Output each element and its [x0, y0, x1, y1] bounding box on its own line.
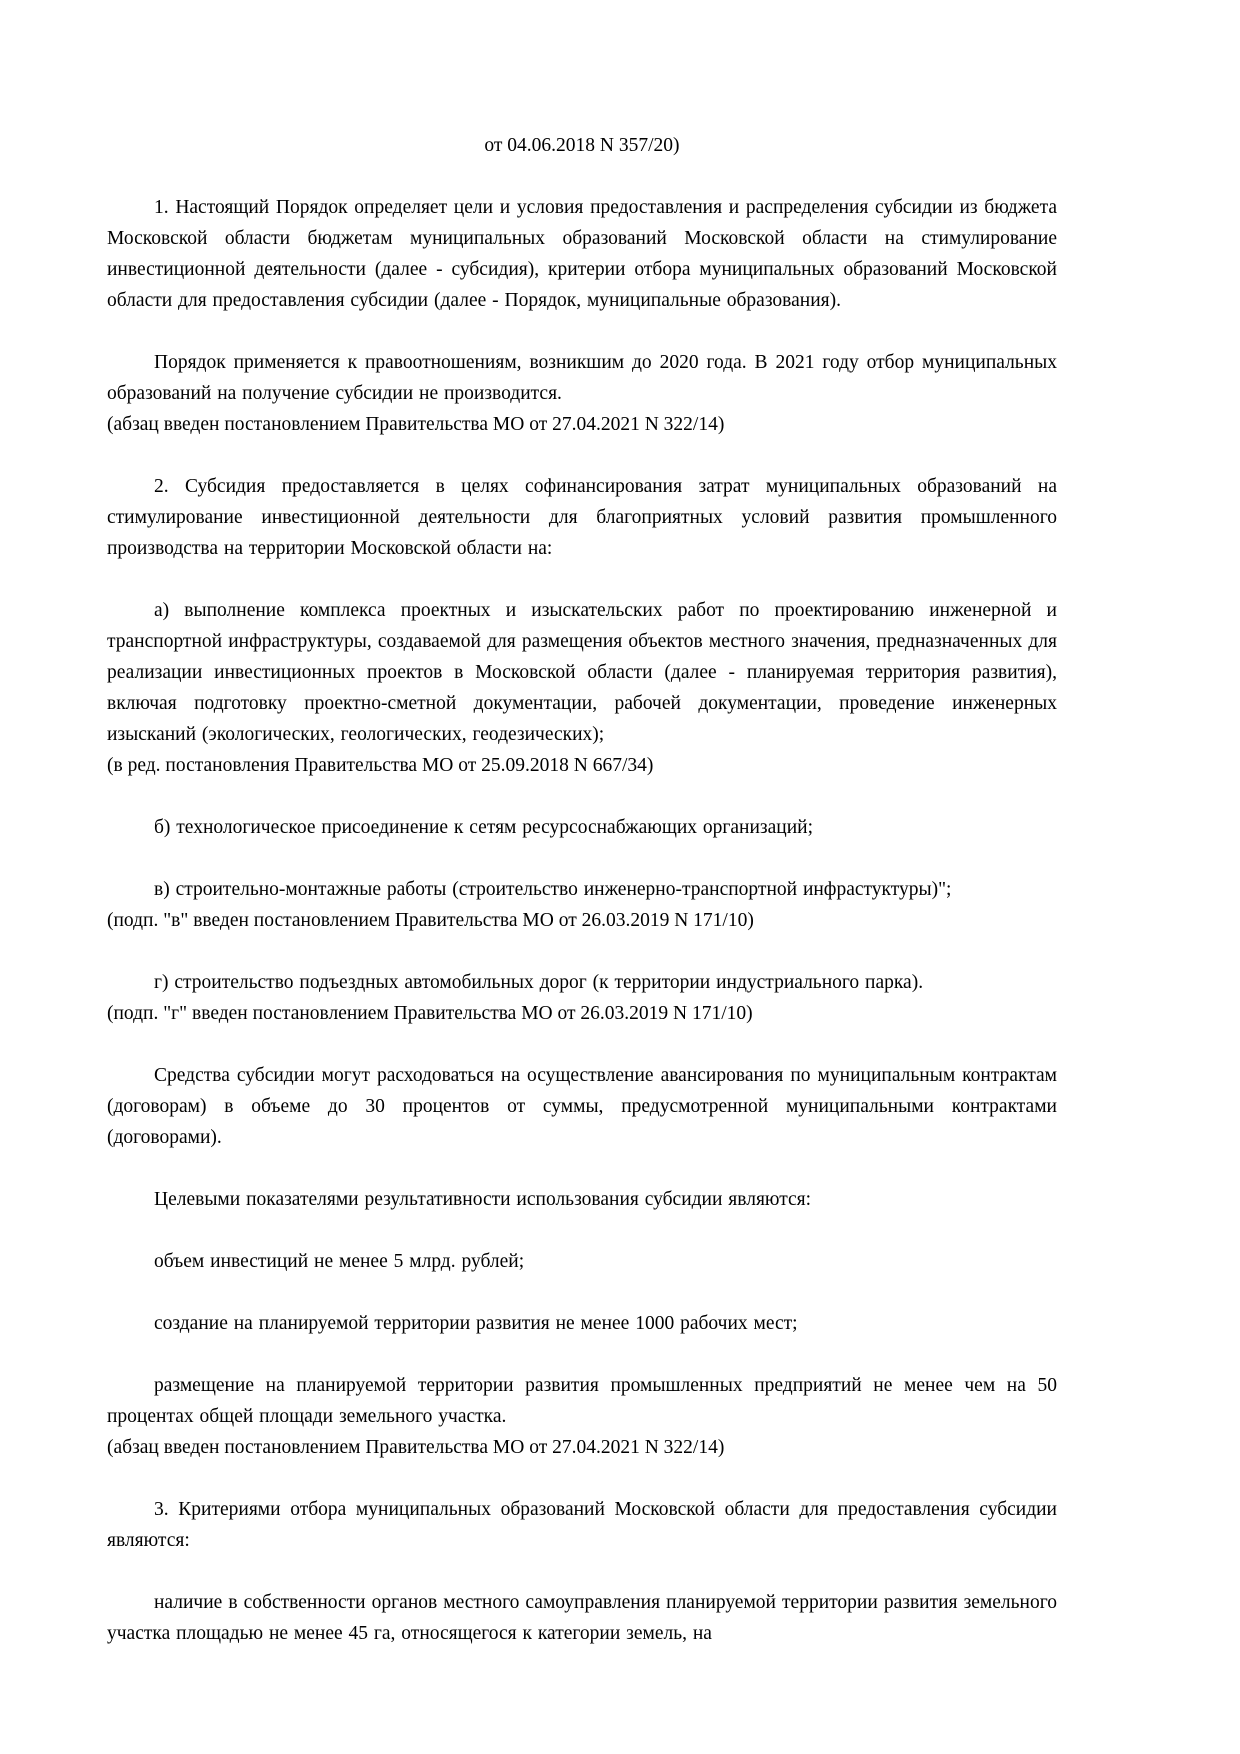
paragraph: объем инвестиций не менее 5 млрд. рублей; — [154, 1251, 525, 1272]
paragraph: б) технологическое присоединение к сетям ресурсоснабжающих организаций; — [154, 817, 814, 838]
amendment-note: (в ред. постановления Правительства МО от 25.09.2018 N 667/34) — [107, 755, 654, 776]
paragraph: 2. Субсидия предоставляется в целях софинансирования затрат муниципальных образований на стимулирование инвестиционной деятельности для благоприятных условий развития промышленного производства на территории Московской области на: — [107, 476, 1057, 559]
paragraph: наличие в собственности органов местного самоуправления планируемой территории развития земельного участка площадью не менее 45 га, относящегося к категории земель, на — [107, 1592, 1057, 1644]
page-title: от 04.06.2018 N 357/20) — [484, 135, 680, 156]
paragraph: Порядок применяется к правоотношениям, возникшим до 2020 года. В 2021 году отбор муниципальных образований на получение субсидии не производится. — [107, 352, 1057, 404]
paragraph: размещение на планируемой территории развития промышленных предприятий не менее чем на 50 процентах общей площади земельного участка. — [107, 1375, 1057, 1427]
amendment-note: (абзац введен постановлением Правительства МО от 27.04.2021 N 322/14) — [107, 414, 725, 435]
paragraph: 1. Настоящий Порядок определяет цели и условия предоставления и распределения субсидии из бюджета Московской области бюджетам муниципальных образований Московской области на стимулирование инвестиционной деятельности (далее - субсидия), критерии отбора муниципальных образований Московской области для предоставления субсидии (далее - Порядок, муниципальные образования). — [107, 197, 1057, 311]
paragraph: г) строительство подъездных автомобильных дорог (к территории индустриального парка). — [154, 972, 924, 993]
paragraph: создание на планируемой территории развития не менее 1000 рабочих мест; — [154, 1313, 798, 1334]
paragraph: Целевыми показателями результативности использования субсидии являются: — [154, 1189, 812, 1210]
paragraph: в) строительно-монтажные работы (строительство инженерно-транспортной инфрастуктуры)"; — [154, 879, 952, 900]
paragraph: Средства субсидии могут расходоваться на осуществление авансирования по муниципальным контрактам (договорам) в объеме до 30 процентов от суммы, предусмотренной муниципальными контрактами (договорами). — [107, 1065, 1057, 1148]
amendment-note: (подп. "г" введен постановлением Правительства МО от 26.03.2019 N 171/10) — [107, 1003, 753, 1024]
amendment-note: (подп. "в" введен постановлением Правительства МО от 26.03.2019 N 171/10) — [107, 910, 754, 931]
paragraph: 3. Критериями отбора муниципальных образований Московской области для предоставления субсидии являются: — [107, 1499, 1057, 1551]
paragraph: а) выполнение комплекса проектных и изыскательских работ по проектированию инженерной и транспортной инфраструктуры, создаваемой для размещения объектов местного значения, предназначенных для реализации инвестиционных проектов в Московской области (далее - планируемая территория развития), включая подготовку проектно-сметной документации, рабочей документации, проведение инженерных изысканий (экологических, геологических, геодезических); — [107, 600, 1057, 745]
amendment-note: (абзац введен постановлением Правительства МО от 27.04.2021 N 322/14) — [107, 1437, 725, 1458]
